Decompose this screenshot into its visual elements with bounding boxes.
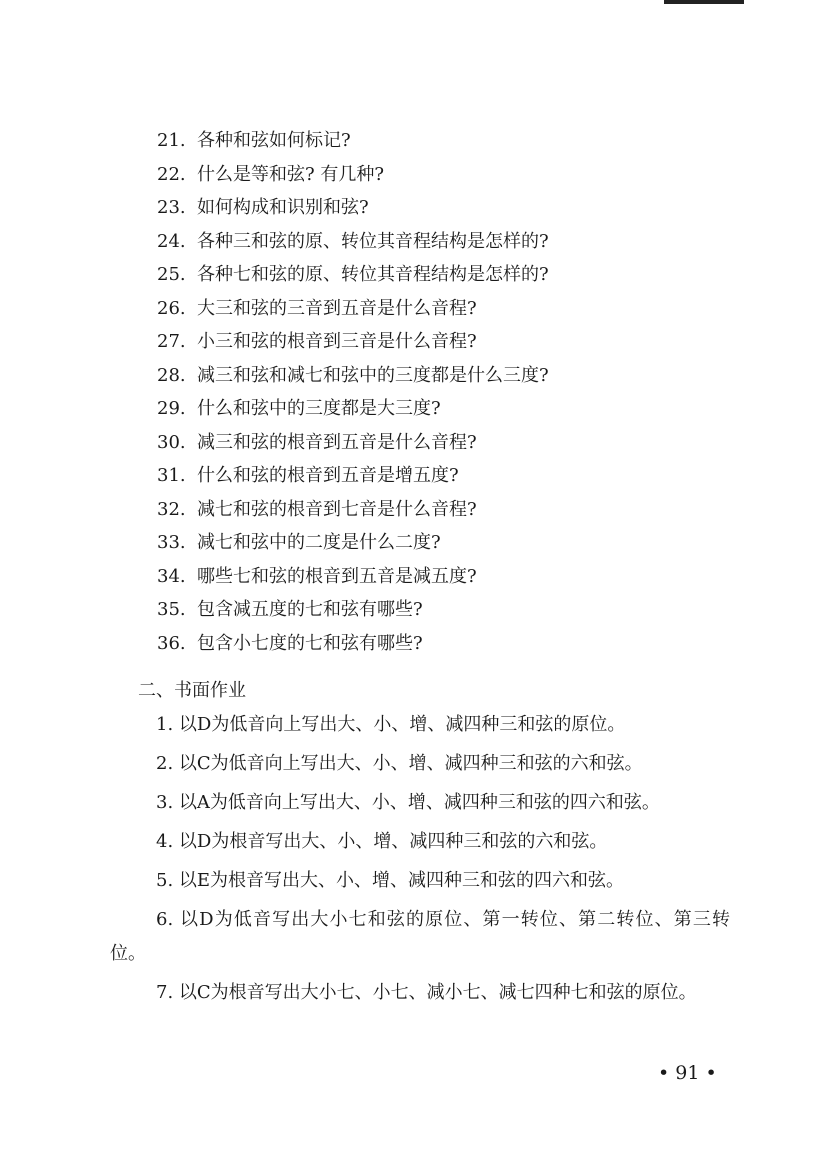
task-list bbox=[110, 708, 730, 1015]
question-text: 什么和弦中的三度都是大三度? bbox=[197, 398, 441, 419]
question-text: 哪些七和弦的根音到五音是减五度? bbox=[197, 565, 477, 587]
question-item bbox=[157, 593, 757, 627]
question-item bbox=[157, 258, 757, 292]
question-text: 各种七和弦的原、转位其音程结构是怎样的? bbox=[197, 264, 549, 285]
task-item: 5. 以E为根音写出大、小、增、减四种三和弦的四六和弦。 bbox=[156, 870, 625, 891]
question-number: 22. bbox=[157, 163, 186, 185]
question-number: 21. bbox=[157, 130, 186, 151]
question-number: 29. bbox=[157, 398, 186, 419]
question-item bbox=[157, 191, 757, 225]
question-text: 大三和弦的三音到五音是什么音程? bbox=[197, 297, 477, 319]
question-number: 32. bbox=[157, 498, 186, 520]
question-item bbox=[157, 158, 757, 192]
question-number: 25. bbox=[157, 264, 186, 285]
question-item bbox=[157, 359, 757, 393]
question-item bbox=[157, 493, 757, 527]
section-heading: 二、书面作业 bbox=[138, 680, 246, 701]
task-item: 4. 以D为根音写出大、小、增、减四种三和弦的六和弦。 bbox=[156, 831, 608, 852]
question-number: 30. bbox=[157, 431, 186, 453]
question-item bbox=[157, 225, 757, 259]
page-number: • 91 • bbox=[658, 1062, 717, 1084]
question-text: 各种和弦如何标记? bbox=[197, 130, 351, 151]
question-text: 什么是等和弦? 有几种? bbox=[197, 163, 385, 185]
question-text: 减三和弦的根音到五音是什么音程? bbox=[197, 431, 477, 453]
question-number: 24. bbox=[157, 230, 186, 252]
question-number: 26. bbox=[157, 297, 186, 319]
question-number: 23. bbox=[157, 197, 186, 218]
question-text: 什么和弦的根音到五音是增五度? bbox=[197, 465, 459, 486]
question-number: 36. bbox=[157, 632, 186, 654]
question-item bbox=[157, 627, 757, 661]
question-item bbox=[157, 426, 757, 460]
question-item bbox=[157, 560, 757, 594]
question-item bbox=[157, 392, 757, 426]
question-text: 如何构成和识别和弦? bbox=[197, 197, 369, 218]
task-item: 7. 以C为根音写出大小七、小七、减小七、减七四种七和弦的原位。 bbox=[156, 982, 697, 1003]
question-item bbox=[157, 325, 757, 359]
question-list bbox=[157, 124, 757, 660]
question-number: 28. bbox=[157, 364, 186, 386]
question-item bbox=[157, 526, 757, 560]
question-number: 35. bbox=[157, 599, 186, 620]
question-item bbox=[157, 292, 757, 326]
question-item bbox=[157, 459, 757, 493]
question-text: 小三和弦的根音到三音是什么音程? bbox=[197, 331, 477, 352]
question-text: 减七和弦的根音到七音是什么音程? bbox=[197, 498, 477, 520]
task-item: 6. 以D为低音写出大小七和弦的原位、第一转位、第二转位、第三转位。 bbox=[110, 909, 730, 964]
question-item bbox=[157, 124, 757, 158]
task-item: 3. 以A为低音向上写出大、小、增、减四种三和弦的四六和弦。 bbox=[156, 792, 660, 813]
task-item: 1. 以D为低音向上写出大、小、增、减四种三和弦的原位。 bbox=[156, 714, 626, 735]
question-text: 包含减五度的七和弦有哪些? bbox=[197, 599, 423, 620]
question-number: 34. bbox=[157, 565, 186, 587]
question-text: 各种三和弦的原、转位其音程结构是怎样的? bbox=[197, 230, 549, 252]
question-number: 33. bbox=[157, 532, 186, 553]
question-text: 减七和弦中的二度是什么二度? bbox=[197, 532, 441, 553]
task-item: 2. 以C为低音向上写出大、小、增、减四种三和弦的六和弦。 bbox=[156, 753, 643, 774]
question-text: 减三和弦和减七和弦中的三度都是什么三度? bbox=[197, 364, 549, 386]
question-number: 31. bbox=[157, 465, 186, 486]
top-edge-rule bbox=[664, 0, 744, 4]
question-number: 27. bbox=[157, 331, 186, 352]
question-text: 包含小七度的七和弦有哪些? bbox=[197, 632, 423, 654]
